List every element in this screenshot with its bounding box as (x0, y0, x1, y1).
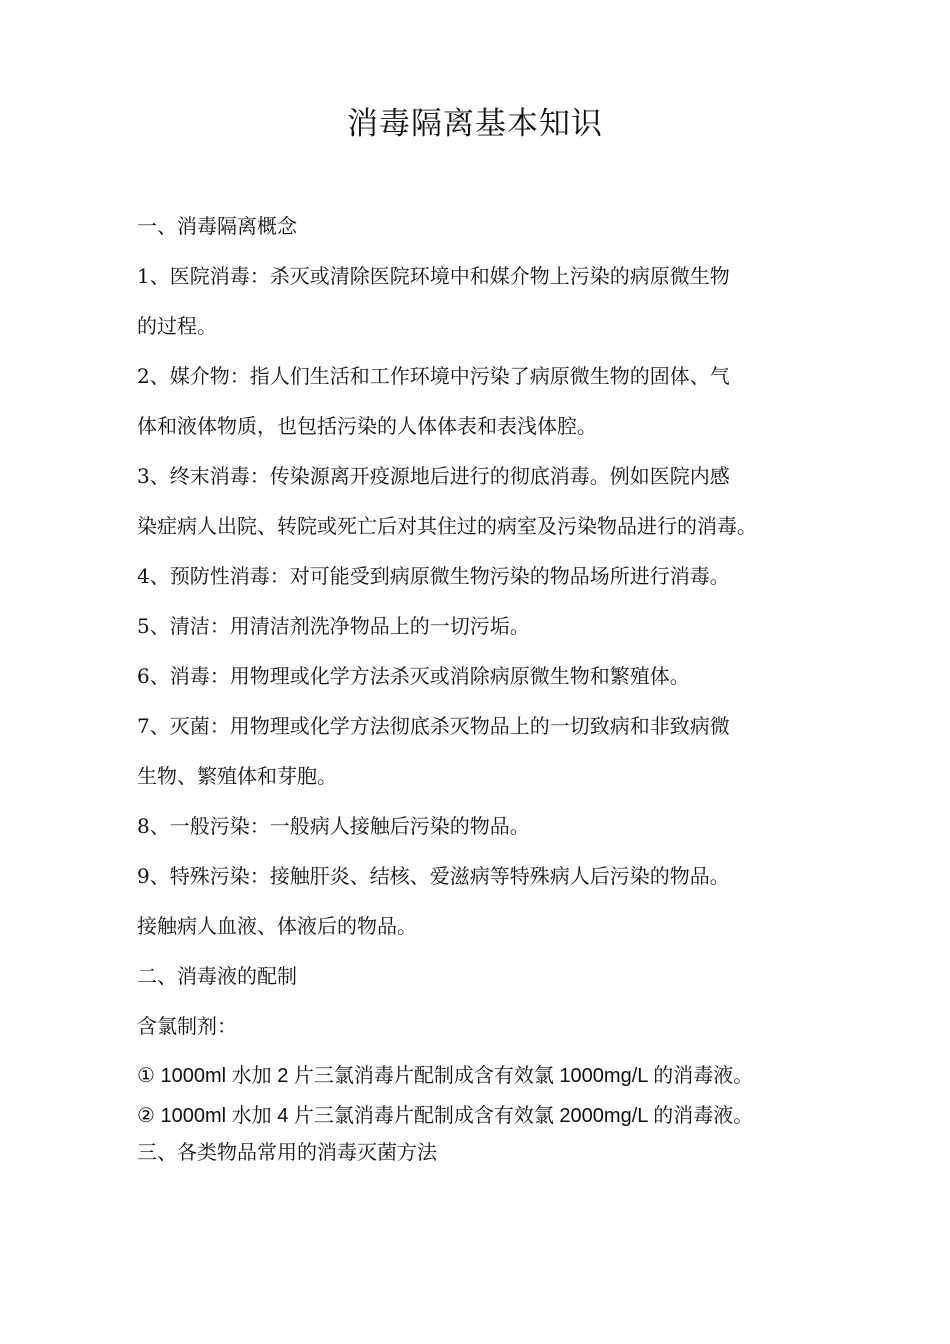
paragraph-line: 9、特殊污染：接触肝炎、结核、爱滋病等特殊病人后污染的物品。 (137, 864, 730, 888)
list-item-preparation-1: ① 1000ml 水加 2 片三氯消毒片配制成含有效氯 1000mg/L 的消毒液。 (137, 1065, 754, 1087)
document-body (137, 201, 837, 1173)
document-title: 消毒隔离基本知识 (347, 106, 603, 142)
paragraph-line: 染症病人出院、转院或死亡后对其住过的病室及污染物品进行的消毒。 (137, 514, 757, 538)
paragraph-line: 含氯制剂： (137, 1014, 237, 1038)
paragraph-line: 5、清洁：用清洁剂洗净物品上的一切污垢。 (137, 614, 530, 638)
paragraph-line: 生物、繁殖体和芽胞。 (137, 764, 337, 788)
section-heading-disinfectant-preparation: 二、消毒液的配制 (137, 964, 297, 988)
paragraph-line: 接触病人血液、体液后的物品。 (137, 914, 417, 938)
paragraph-line: 的过程。 (137, 314, 217, 338)
paragraph-line: 1、医院消毒：杀灭或清除医院环境中和媒介物上污染的病原微生物 (137, 264, 730, 288)
section-heading-disinfection-methods: 三、各类物品常用的消毒灭菌方法 (137, 1140, 437, 1164)
paragraph-line: 8、一般污染：一般病人接触后污染的物品。 (137, 814, 530, 838)
paragraph-line: 体和液体物质，也包括污染的人体体表和表浅体腔。 (137, 414, 597, 438)
paragraph-line: 2、媒介物：指人们生活和工作环境中污染了病原微生物的固体、气 (137, 364, 730, 388)
paragraph-line: 6、消毒：用物理或化学方法杀灭或消除病原微生物和繁殖体。 (137, 664, 690, 688)
paragraph-line: 3、终末消毒：传染源离开疫源地后进行的彻底消毒。例如医院内感 (137, 464, 730, 488)
paragraph-line: 7、灭菌：用物理或化学方法彻底杀灭物品上的一切致病和非致病微 (137, 714, 730, 738)
list-item-preparation-2: ② 1000ml 水加 4 片三氯消毒片配制成含有效氯 2000mg/L 的消毒液。 (137, 1105, 754, 1127)
section-heading-concepts: 一、消毒隔离概念 (137, 214, 297, 238)
paragraph-line: 4、预防性消毒：对可能受到病原微生物污染的物品场所进行消毒。 (137, 564, 730, 588)
